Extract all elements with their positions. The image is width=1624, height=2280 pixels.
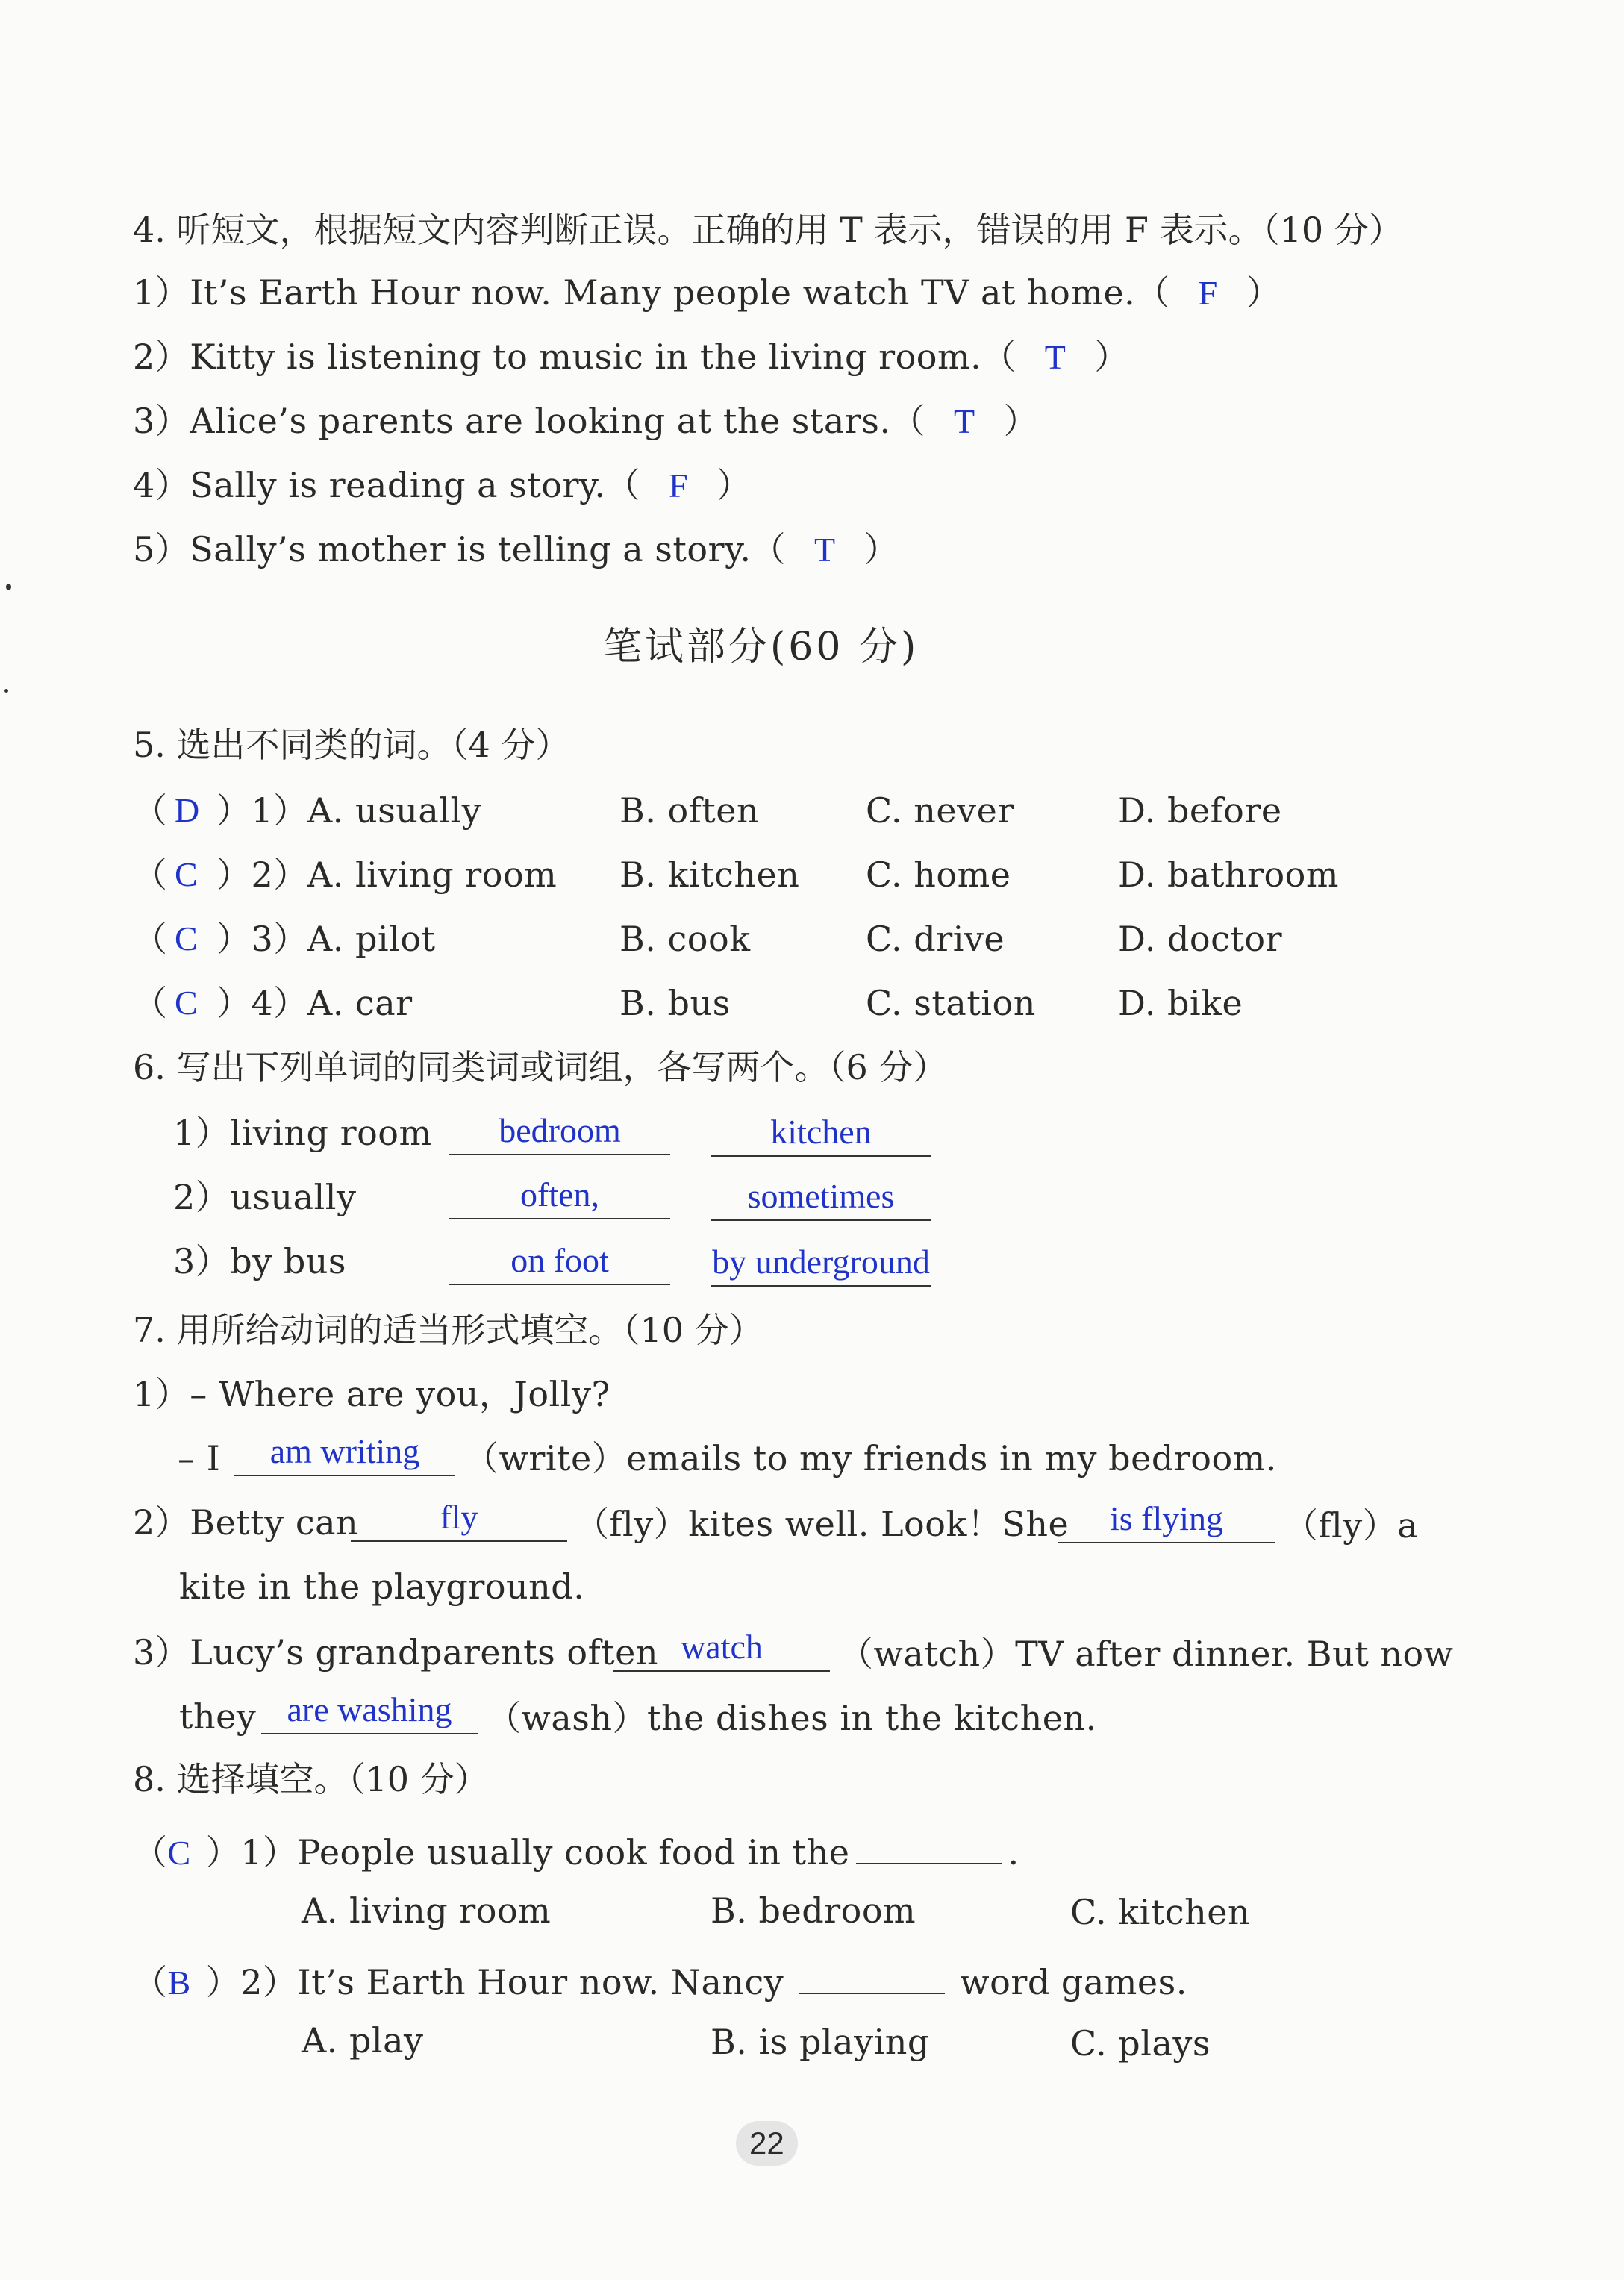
q6-word: 1）living room — [173, 1113, 432, 1153]
q5-answer: D — [175, 791, 200, 829]
q5-row-1 — [133, 788, 1551, 833]
q5-option-a: A. living room — [307, 855, 558, 895]
q5-num: ）3） — [216, 919, 308, 959]
page-number: 22 — [736, 2121, 798, 2166]
q4-answer: F — [669, 466, 689, 505]
q4-close: ） — [1246, 272, 1281, 313]
q5-num: ）1） — [216, 790, 308, 831]
q6-answer-blank: kitchen — [710, 1112, 931, 1157]
q4-close: ） — [863, 529, 899, 569]
q8-answer: B — [167, 1964, 191, 2002]
q8-stem-end: word games. — [960, 1962, 1187, 2002]
q8-item-2-option-b: B. is playing — [710, 2022, 930, 2062]
section-title: 笔试部分(60 分) — [603, 625, 919, 669]
scan-dot — [6, 584, 11, 590]
q8-open-paren: （ — [133, 1832, 168, 1873]
q8-item-1-stem — [133, 1824, 1019, 1875]
q4-item-text: 3）Alice’s parents are looking at the stars.（ — [133, 401, 926, 441]
q4-item-text: 1）It’s Earth Hour now. Many people watch TV at home.（ — [133, 272, 1170, 313]
q5-option-b: B. bus — [619, 983, 731, 1023]
q7-answer-blank: fly — [351, 1497, 567, 1542]
q6-answer-blank: sometimes — [710, 1176, 931, 1221]
q4-item-text: 4）Sally is reading a story.（ — [133, 465, 640, 505]
q5-open-paren: （ — [133, 855, 168, 895]
q6-heading: 6. 写出下列单词的同类词或词组，各写两个。（6 分） — [133, 1047, 948, 1087]
q4-item-text: 5）Sally’s mother is telling a story.（ — [133, 529, 787, 569]
q7-answer-blank: watch — [613, 1627, 830, 1672]
q4-item-5 — [133, 527, 899, 572]
q5-num: ）2） — [216, 855, 308, 895]
q7-line-4: kite in the playground. — [179, 1567, 585, 1607]
q6-word: 2）usually — [173, 1177, 357, 1217]
q5-option-c: C. drive — [866, 919, 1005, 959]
q5-option-c: C. never — [866, 790, 1014, 831]
q8-item-2-option-c: C. plays — [1070, 2023, 1211, 2064]
q4-answer: F — [1198, 274, 1218, 312]
q5-answer: C — [175, 984, 199, 1022]
q5-row-4 — [133, 981, 1551, 1025]
q4-item-4 — [133, 463, 752, 508]
q5-option-c: C. home — [866, 855, 1011, 895]
q7-line-6-pre: they — [179, 1696, 257, 1737]
q6-answer-blank: on foot — [449, 1240, 670, 1285]
q5-option-b: B. often — [619, 790, 760, 831]
q5-answer: C — [175, 855, 199, 893]
q5-open-paren: （ — [133, 919, 168, 959]
q4-item-2 — [133, 334, 1129, 380]
q5-option-d: D. bathroom — [1118, 855, 1339, 895]
q8-stem: ）1）People usually cook food in the — [205, 1832, 850, 1873]
q7-line-5-post: （watch）TV after dinner. But now — [839, 1634, 1454, 1674]
q5-row-3 — [133, 916, 1551, 961]
q7-line-2-post: （write）emails to my friends in my bedroom. — [464, 1438, 1277, 1478]
q5-open-paren: （ — [133, 983, 168, 1023]
q4-item-3 — [133, 399, 1038, 444]
q8-stem: ）2）It’s Earth Hour now. Nancy — [205, 1962, 784, 2002]
q4-close: ） — [1094, 337, 1129, 377]
q5-option-a: A. usually — [307, 790, 482, 831]
q8-open-paren: （ — [133, 1962, 168, 2002]
q7-line-1: 1）– Where are you，Jolly? — [133, 1374, 610, 1414]
q4-answer: T — [1044, 338, 1066, 376]
q4-heading: 4. 听短文，根据短文内容判断正误。正确的用 T 表示，错误的用 F 表示。（10 分） — [133, 210, 1403, 250]
q5-option-c: C. station — [866, 983, 1036, 1023]
q7-answer-blank: are washing — [261, 1690, 478, 1734]
q7-line-3-post: （fly）a — [1284, 1505, 1419, 1546]
q5-heading: 5. 选出不同类的词。（4 分） — [133, 725, 570, 765]
q5-option-b: B. kitchen — [619, 855, 800, 895]
scan-dot — [4, 689, 8, 693]
q7-line-2-pre: – I — [178, 1438, 221, 1478]
q8-answer: C — [167, 1834, 191, 1872]
q8-stem-end: . — [1008, 1832, 1019, 1873]
q5-row-2 — [133, 852, 1551, 897]
q4-close: ） — [1003, 401, 1039, 441]
q5-option-d: D. before — [1118, 790, 1282, 831]
q6-answer-blank: by underground — [710, 1242, 931, 1287]
q8-heading: 8. 选择填空。（10 分） — [133, 1759, 489, 1799]
q5-option-a: A. pilot — [307, 919, 436, 959]
q6-word: 3）by bus — [173, 1241, 347, 1281]
q7-answer-blank: am writing — [234, 1431, 455, 1476]
q5-option-a: A. car — [307, 983, 413, 1023]
q7-line-6-post: （wash）the dishes in the kitchen. — [487, 1698, 1097, 1738]
q4-close: ） — [716, 465, 752, 505]
q5-option-d: D. bike — [1118, 983, 1243, 1023]
q8-item-1-option-b: B. bedroom — [710, 1890, 916, 1931]
q5-option-b: B. cook — [619, 919, 751, 959]
q6-answer-blank: often, — [449, 1175, 670, 1219]
q7-line-5-pre: 3）Lucy’s grandparents often — [133, 1632, 658, 1672]
q4-item-text: 2）Kitty is listening to music in the living room.（ — [133, 337, 1016, 377]
q8-item-1-option-a: A. living room — [302, 1890, 552, 1931]
q5-open-paren: （ — [133, 790, 168, 831]
q5-option-d: D. doctor — [1118, 919, 1283, 959]
q4-answer: T — [954, 402, 975, 440]
q6-answer-blank: bedroom — [449, 1111, 670, 1155]
q8-item-1-option-c: C. kitchen — [1070, 1892, 1251, 1932]
q7-line-3-mid: （fly）kites well. Look！She — [575, 1504, 1069, 1544]
q5-num: ）4） — [216, 983, 308, 1023]
q5-answer: C — [175, 919, 199, 958]
q8-item-2-option-a: A. play — [302, 2020, 424, 2061]
q7-line-3-pre: 2）Betty can — [133, 1502, 359, 1543]
q7-heading: 7. 用所给动词的适当形式填空。（10 分） — [133, 1310, 763, 1350]
q8-blank — [856, 1824, 1002, 1864]
q8-blank — [799, 1954, 945, 1994]
q4-answer: T — [814, 531, 836, 569]
q8-item-2-stem — [133, 1954, 1187, 2005]
q7-answer-blank: is flying — [1058, 1499, 1275, 1543]
q4-item-1 — [133, 270, 1281, 316]
